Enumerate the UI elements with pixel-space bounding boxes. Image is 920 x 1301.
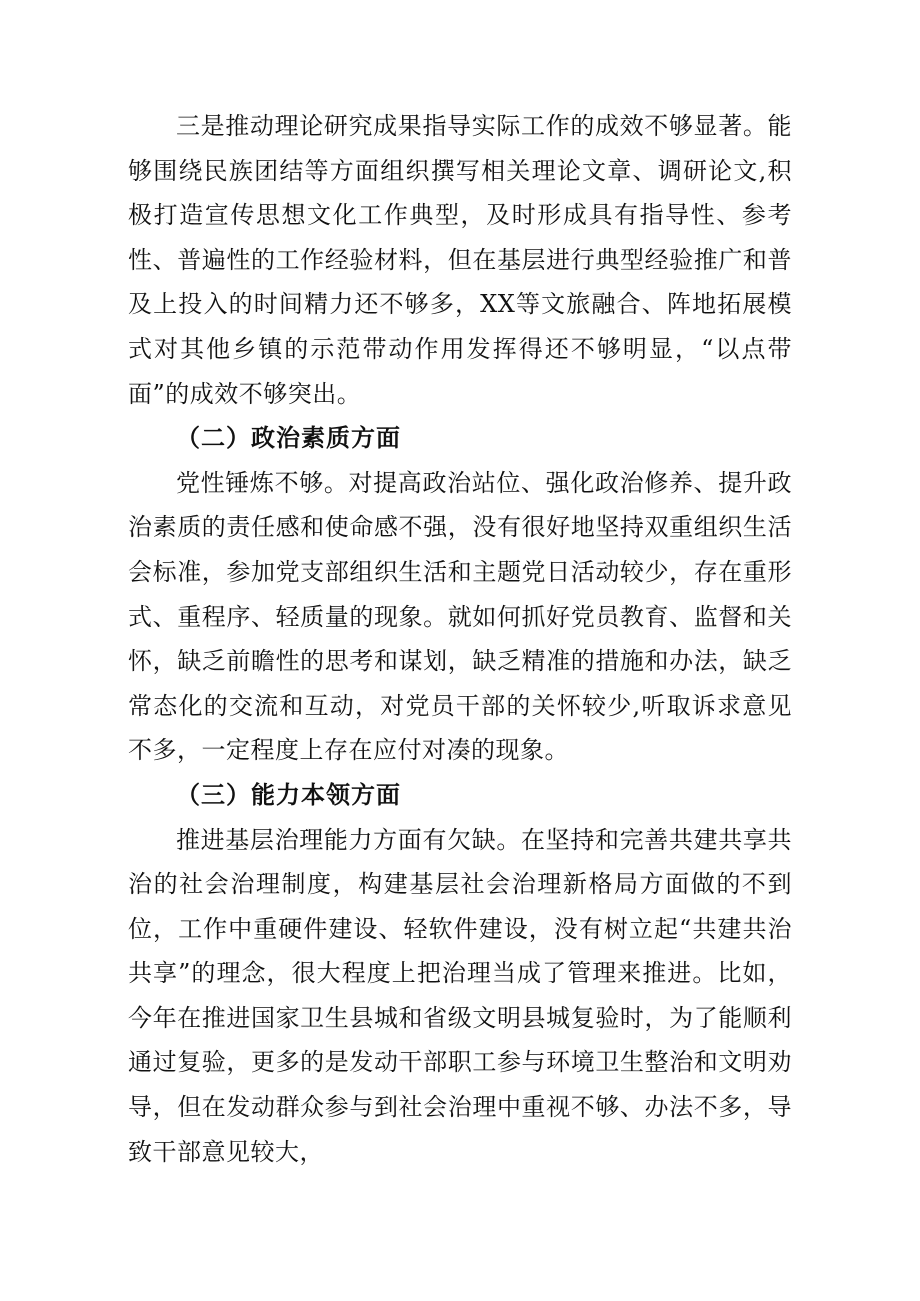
section-heading-ability: （三）能力本领方面: [176, 780, 401, 809]
paragraph-party-spirit: 党性锤炼不够。对提高政治站位、强化政治修养、提升政治素质的责任感和使命感不强，没有很好地坚持双重组织生活会标准，参加党支部组织生活和主题党日活动较少，存在重形式、重程序、轻质量的现象。就如何抓好党员教育、监督和关怀，缺乏前瞻性的思考和谋划，缺乏精准的措施和办法，缺乏常态化的交流和互动，对党员干部的关怀较少,听取诉求意见不多，一定程度上存在应付对凑的现象。: [128, 468, 792, 765]
document-body: [128, 104, 792, 1174]
paragraph-grassroots-governance: 推进基层治理能力方面有欠缺。在坚持和完善共建共享共治的社会治理制度，构建基层社会治理新格局方面做的不到位，工作中重硬件建设、轻软件建设，没有树立起“共建共治共享”的理念，很大程度上把治理当成了管理来推进。比如，今年在推进国家卫生县城和省级文明县城复验时，为了能顺利通过复验，更多的是发动干部职工参与环境卫生整治和文明劝导，但在发动群众参与到社会治理中重视不够、办法不多，导致干部意见较大，: [128, 825, 792, 1166]
paragraph-theory-research: 三是推动理论研究成果指导实际工作的成效不够显著。能够围绕民族团结等方面组织撰写相关理论文章、调研论文,积极打造宣传思想文化工作典型，及时形成具有指导性、参考性、普遍性的工作经验材料，但在基层进行典型经验推广和普及上投入的时间精力还不够多，XX等文旅融合、阵地拓展模式对其他乡镇的示范带动作用发挥得还不够明显，“以点带面”的成效不够突出。: [128, 112, 792, 408]
section-heading-political-quality: （二）政治素质方面: [176, 424, 401, 453]
